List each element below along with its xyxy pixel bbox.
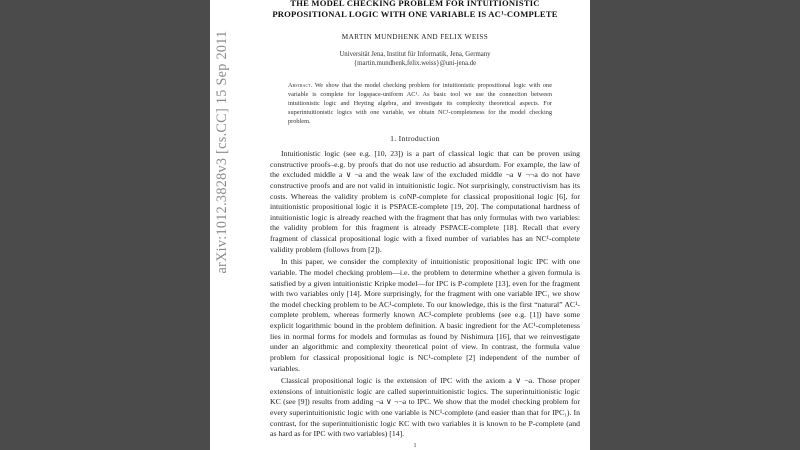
arxiv-identifier-stamp [210, 0, 240, 450]
paper-title-line-2: PROPOSITIONAL LOGIC WITH ONE VARIABLE IS AC¹-COMPLETE [272, 9, 558, 19]
paper-page [210, 0, 590, 450]
abstract-label: Abstract. [288, 82, 313, 89]
paper-title-line-1: THE MODEL CHECKING PROBLEM FOR INTUITIONISTIC [290, 0, 540, 8]
author-names: MARTIN MUNDHENK AND FELIX WEISS [341, 33, 489, 41]
abstract [288, 81, 552, 126]
section-heading-introduction: 1. Introduction [390, 134, 440, 143]
abstract-text: We show that the model checking problem for intuitionistic propositional logic with one variable is complete for logspace-uniform AC¹. As basic tool we use the connection between intuitionistic logic and Heyting algebra, and investigate its complexity theoretical aspects. For superintuitionistic logics with one variable, we obtain NC¹-completeness for the model checking problem. [288, 82, 552, 126]
author-affiliation: Universität Jena, Institut für Informatik, Jena, Germany [339, 51, 491, 58]
author-email: {martin.mundhenk,felix.weiss}@uni-jena.de [353, 60, 477, 67]
body-paragraph: Intuitionistic logic (see e.g. [10, 23]) is a part of classical logic that can be proven using constructive proofs–e.g. by proofs that do not use reductio ad absurdum. For example, the law of the excluded middle a ∨ ¬a and the weak law of the excluded middle ¬a ∨ ¬¬a do not have constructive proofs and are not valid in intuitionistic logic. Not surprisingly, constructivism has its costs. Whereas the validity problem is coNP-complete for classical propositional logic [6], for intuitionistic propositional logic it is PSPACE-complete [19, 20]. The computational hardness of intuitionistic logic is already reached with the fragment that has only formulas with two variables: the validity problem for this fragment is already PSPACE-complete [18]. Recall that every fragment of classical propositional logic with a fixed number of variables has an NC¹-complete validity problem (follows from [2]). [270, 149, 580, 254]
body-paragraph: In this paper, we consider the complexity of intuitionistic propositional logic IPC with one variable. The model checking problem—i.e. the problem to determine whether a given formula is satisfied by a given intuitionistic Kripke model—for IPC is P-complete [13], even for the fragment with two variables only [14]. More surprisingly, for the fragment with one variable IPC₁ we show the model checking problem to be AC¹-complete. To our knowledge, this is the first “natural” AC¹-complete problem, whereas formerly known AC¹-complete problems (see e.g. [1]) have some explicit logarithmic bound in the problem definition. A basic ingredient for the AC¹-completeness lies in normal forms for models and formulas as found by Nishimura [16], that we reinvestigate under an algorithmic and complexity theoretical point of view. In contrast, the formula value problem for classical propositional logic is NC¹-complete [2] independent of the number of variables. [270, 257, 580, 373]
arxiv-id-text: arXiv:1012.3828v3 [cs.CC] 15 Sep 2011 [214, 30, 230, 274]
page-number: 1 [413, 442, 417, 449]
body-paragraph: Classical propositional logic is the extension of IPC with the axiom a ∨ ¬a. Those proper extensions of intuitionistic logic are called superintuitionistic logics. The superintuitionistic logic KC (see [9]) results from adding ¬a ∨ ¬¬a to IPC. We show that the model checking problem for every superintuitionistic logic with one variable is NC¹-complete (and easier than that for IPC₁). In contrast, for the superintuitionistic logic KC with two variables it is known to be P-complete (and as hard as for IPC with two variables) [14]. [270, 376, 580, 439]
body-text [270, 149, 580, 442]
